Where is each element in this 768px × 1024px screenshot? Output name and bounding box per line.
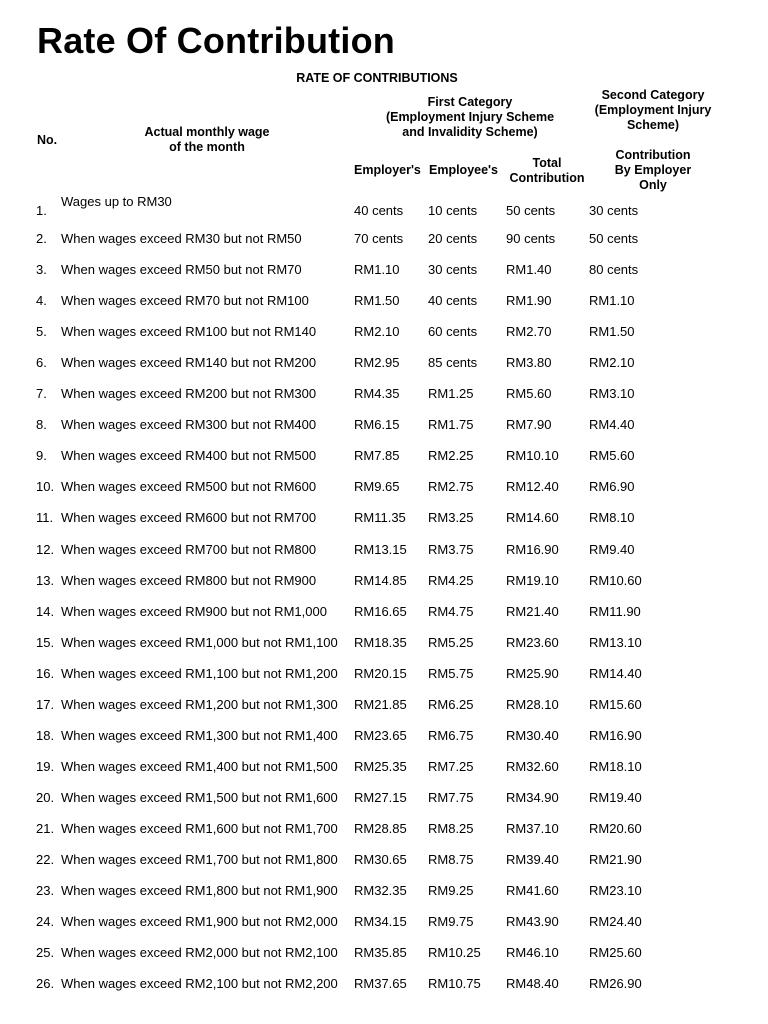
row-number: 2. xyxy=(36,231,47,247)
table-row xyxy=(0,689,768,720)
employee-contribution: RM2.25 xyxy=(428,448,474,464)
employer-contribution: RM6.15 xyxy=(354,417,400,433)
total-contribution: RM12.40 xyxy=(506,479,559,495)
table-row xyxy=(0,596,768,627)
employee-contribution: 20 cents xyxy=(428,231,478,247)
table-row xyxy=(0,627,768,658)
employer-contribution: RM32.35 xyxy=(354,883,407,899)
employee-contribution: RM10.75 xyxy=(428,976,481,992)
wage-range: When wages exceed RM900 but not RM1,000 xyxy=(61,603,327,619)
wage-range: When wages exceed RM2,000 but not RM2,100 xyxy=(61,945,338,961)
row-number: 20. xyxy=(36,789,55,805)
header-second-category xyxy=(586,88,720,133)
employee-contribution: RM2.75 xyxy=(428,479,474,495)
total-contribution: RM3.80 xyxy=(506,355,552,371)
wage-range: When wages exceed RM50 but not RM70 xyxy=(61,262,302,278)
table-row xyxy=(0,875,768,906)
wage-range: When wages exceed RM1,200 but not RM1,300 xyxy=(61,696,338,712)
wage-range: When wages exceed RM2,100 but not RM2,200 xyxy=(61,976,338,992)
second-category-contribution: RM1.50 xyxy=(589,324,635,340)
total-contribution: RM23.60 xyxy=(506,634,559,650)
employee-contribution: RM8.25 xyxy=(428,820,474,836)
second-category-contribution: RM8.10 xyxy=(589,510,635,526)
row-number: 8. xyxy=(36,417,47,433)
employee-contribution: RM6.75 xyxy=(428,727,474,743)
header-wage xyxy=(120,125,294,155)
second-category-contribution: RM13.10 xyxy=(589,634,642,650)
table-row xyxy=(0,378,768,409)
employee-contribution: RM7.75 xyxy=(428,789,474,805)
employee-contribution: RM3.75 xyxy=(428,541,474,557)
employer-contribution: RM1.50 xyxy=(354,293,400,309)
header-second-category-line3: Scheme) xyxy=(626,118,680,132)
employee-contribution: RM1.25 xyxy=(428,386,474,402)
second-category-contribution: RM23.10 xyxy=(589,883,642,899)
row-number: 17. xyxy=(36,696,55,712)
second-category-contribution: RM5.60 xyxy=(589,448,635,464)
second-category-contribution: RM16.90 xyxy=(589,727,642,743)
second-category-contribution: RM6.90 xyxy=(589,479,635,495)
total-contribution: RM43.90 xyxy=(506,914,559,930)
total-contribution: RM19.10 xyxy=(506,572,559,588)
second-category-contribution: RM26.90 xyxy=(589,976,642,992)
table-row xyxy=(0,254,768,285)
total-contribution: RM39.40 xyxy=(506,851,559,867)
row-number: 5. xyxy=(36,324,47,340)
second-category-contribution: RM18.10 xyxy=(589,758,642,774)
header-first-category-line3: and Invalidity Scheme) xyxy=(402,125,538,139)
total-contribution: RM32.60 xyxy=(506,758,559,774)
employee-contribution: RM4.75 xyxy=(428,603,474,619)
employer-contribution: RM2.95 xyxy=(354,355,400,371)
table-row xyxy=(0,813,768,844)
wage-range: Wages up to RM30 xyxy=(61,194,172,209)
table-row xyxy=(0,440,768,471)
header-contrib-line2: By Employer xyxy=(614,163,692,177)
employee-contribution: RM10.25 xyxy=(428,945,481,961)
employee-contribution: RM1.75 xyxy=(428,417,474,433)
total-contribution: RM14.60 xyxy=(506,510,559,526)
employee-contribution: RM8.75 xyxy=(428,851,474,867)
table-caption: RATE OF CONTRIBUTIONS xyxy=(296,71,458,85)
employee-contribution: RM3.25 xyxy=(428,510,474,526)
row-number: 15. xyxy=(36,634,55,650)
employer-contribution: RM37.65 xyxy=(354,976,407,992)
wage-range: When wages exceed RM1,800 but not RM1,900 xyxy=(61,883,338,899)
employer-contribution: RM2.10 xyxy=(354,324,400,340)
employer-contribution: 40 cents xyxy=(354,203,404,218)
employer-contribution: RM13.15 xyxy=(354,541,407,557)
employer-contribution: RM21.85 xyxy=(354,696,407,712)
wage-range: When wages exceed RM1,600 but not RM1,700 xyxy=(61,820,338,836)
total-contribution: RM37.10 xyxy=(506,820,559,836)
header-second-category-line1: Second Category xyxy=(601,88,705,102)
total-contribution: RM2.70 xyxy=(506,324,552,340)
total-contribution: RM30.40 xyxy=(506,727,559,743)
employer-contribution: RM35.85 xyxy=(354,945,407,961)
employee-contribution: RM5.75 xyxy=(428,665,474,681)
table-row xyxy=(0,347,768,378)
second-category-contribution: RM3.10 xyxy=(589,386,635,402)
wage-range: When wages exceed RM300 but not RM400 xyxy=(61,417,317,433)
wage-range: When wages exceed RM200 but not RM300 xyxy=(61,386,317,402)
employee-contribution: 10 cents xyxy=(428,203,478,218)
table-row xyxy=(0,906,768,937)
row-number: 4. xyxy=(36,293,47,309)
total-contribution: RM28.10 xyxy=(506,696,559,712)
row-number: 22. xyxy=(36,851,55,867)
header-contrib-line3: Only xyxy=(639,178,667,192)
second-category-contribution: RM10.60 xyxy=(589,572,642,588)
second-category-contribution: RM9.40 xyxy=(589,541,635,557)
employee-contribution: 30 cents xyxy=(428,262,478,278)
total-contribution: RM5.60 xyxy=(506,386,552,402)
total-contribution: RM21.40 xyxy=(506,603,559,619)
wage-range: When wages exceed RM1,100 but not RM1,200 xyxy=(61,665,338,681)
header-second-category-line2: (Employment Injury xyxy=(594,103,712,117)
page-title: Rate Of Contribution xyxy=(37,20,395,61)
employer-contribution: 70 cents xyxy=(354,231,404,247)
table-row xyxy=(0,968,768,999)
second-category-contribution: RM21.90 xyxy=(589,851,642,867)
row-number: 19. xyxy=(36,758,55,774)
header-wage-line2: of the month xyxy=(169,140,245,154)
header-total-line1: Total xyxy=(532,156,562,170)
table-row xyxy=(0,192,768,223)
employer-contribution: RM4.35 xyxy=(354,386,400,402)
second-category-contribution: RM2.10 xyxy=(589,355,635,371)
second-category-contribution: RM19.40 xyxy=(589,789,642,805)
row-number: 21. xyxy=(36,820,55,836)
row-number: 24. xyxy=(36,914,55,930)
wage-range: When wages exceed RM1,400 but not RM1,500 xyxy=(61,758,338,774)
wage-range: When wages exceed RM700 but not RM800 xyxy=(61,541,317,557)
employer-contribution: RM25.35 xyxy=(354,758,407,774)
total-contribution: RM41.60 xyxy=(506,883,559,899)
wage-range: When wages exceed RM1,500 but not RM1,600 xyxy=(61,789,338,805)
row-number: 6. xyxy=(36,355,47,371)
table-row xyxy=(0,658,768,689)
row-number: 16. xyxy=(36,665,55,681)
wage-range: When wages exceed RM1,000 but not RM1,100 xyxy=(61,634,338,650)
employer-contribution: RM30.65 xyxy=(354,851,407,867)
total-contribution: RM7.90 xyxy=(506,417,552,433)
table-row xyxy=(0,223,768,254)
wage-range: When wages exceed RM1,700 but not RM1,800 xyxy=(61,851,338,867)
total-contribution: RM46.10 xyxy=(506,945,559,961)
table-row xyxy=(0,937,768,968)
total-contribution: RM10.10 xyxy=(506,448,559,464)
employer-contribution: RM1.10 xyxy=(354,262,400,278)
second-category-contribution: RM24.40 xyxy=(589,914,642,930)
total-contribution: RM34.90 xyxy=(506,789,559,805)
row-number: 25. xyxy=(36,945,55,961)
employee-contribution: 60 cents xyxy=(428,324,478,340)
table-row xyxy=(0,782,768,813)
row-number: 13. xyxy=(36,572,55,588)
employer-contribution: RM16.65 xyxy=(354,603,407,619)
wage-range: When wages exceed RM600 but not RM700 xyxy=(61,510,317,526)
table-row xyxy=(0,285,768,316)
wage-range: When wages exceed RM500 but not RM600 xyxy=(61,479,317,495)
row-number: 12. xyxy=(36,541,55,557)
table-row xyxy=(0,471,768,502)
second-category-contribution: 50 cents xyxy=(589,231,639,247)
employer-contribution: RM14.85 xyxy=(354,572,407,588)
employee-contribution: 40 cents xyxy=(428,293,478,309)
second-category-contribution: RM11.90 xyxy=(589,603,641,619)
employee-contribution: RM4.25 xyxy=(428,572,474,588)
second-category-contribution: RM14.40 xyxy=(589,665,642,681)
employee-contribution: RM9.75 xyxy=(428,914,474,930)
row-number: 3. xyxy=(36,262,47,278)
table-row xyxy=(0,502,768,533)
employee-contribution: RM5.25 xyxy=(428,634,474,650)
wage-range: When wages exceed RM1,300 but not RM1,400 xyxy=(61,727,338,743)
second-category-contribution: RM20.60 xyxy=(589,820,642,836)
employer-contribution: RM34.15 xyxy=(354,914,407,930)
total-contribution: RM16.90 xyxy=(506,541,559,557)
contribution-table-body xyxy=(0,192,768,999)
employer-contribution: RM11.35 xyxy=(354,510,406,526)
header-wage-line1: Actual monthly wage xyxy=(144,125,270,139)
table-row xyxy=(0,751,768,782)
header-employers: Employer's xyxy=(354,163,421,177)
header-first-category xyxy=(368,95,572,140)
total-contribution: 90 cents xyxy=(506,231,556,247)
employee-contribution: RM6.25 xyxy=(428,696,474,712)
table-row xyxy=(0,534,768,565)
second-category-contribution: RM1.10 xyxy=(589,293,635,309)
second-category-contribution: 80 cents xyxy=(589,262,639,278)
wage-range: When wages exceed RM1,900 but not RM2,000 xyxy=(61,914,338,930)
employer-contribution: RM28.85 xyxy=(354,820,407,836)
total-contribution: RM48.40 xyxy=(506,976,559,992)
second-category-contribution: RM15.60 xyxy=(589,696,642,712)
header-first-category-line2: (Employment Injury Scheme xyxy=(385,110,555,124)
table-row xyxy=(0,565,768,596)
row-number: 23. xyxy=(36,883,55,899)
employer-contribution: RM18.35 xyxy=(354,634,407,650)
row-number: 1. xyxy=(36,203,47,218)
employer-contribution: RM9.65 xyxy=(354,479,400,495)
row-number: 7. xyxy=(36,386,47,402)
row-number: 9. xyxy=(36,448,47,464)
row-number: 11. xyxy=(36,510,54,526)
wage-range: When wages exceed RM100 but not RM140 xyxy=(61,324,317,340)
wage-range: When wages exceed RM800 but not RM900 xyxy=(61,572,317,588)
row-number: 10. xyxy=(36,479,55,495)
employee-contribution: RM7.25 xyxy=(428,758,474,774)
header-total-line2: Contribution xyxy=(509,171,585,185)
header-total xyxy=(500,156,594,186)
second-category-contribution: RM25.60 xyxy=(589,945,642,961)
employer-contribution: RM7.85 xyxy=(354,448,400,464)
wage-range: When wages exceed RM400 but not RM500 xyxy=(61,448,317,464)
table-row xyxy=(0,316,768,347)
table-row xyxy=(0,409,768,440)
employer-contribution: RM27.15 xyxy=(354,789,407,805)
table-row xyxy=(0,844,768,875)
total-contribution: RM1.40 xyxy=(506,262,552,278)
header-contribution-employer-only xyxy=(596,148,710,193)
employee-contribution: 85 cents xyxy=(428,355,478,371)
second-category-contribution: 30 cents xyxy=(589,203,639,218)
total-contribution: RM25.90 xyxy=(506,665,559,681)
wage-range: When wages exceed RM140 but not RM200 xyxy=(61,355,317,371)
header-no: No. xyxy=(37,133,58,147)
employee-contribution: RM9.25 xyxy=(428,883,474,899)
row-number: 18. xyxy=(36,727,55,743)
row-number: 26. xyxy=(36,976,55,992)
employer-contribution: RM23.65 xyxy=(354,727,407,743)
header-contrib-line1: Contribution xyxy=(615,148,691,162)
total-contribution: RM1.90 xyxy=(506,293,552,309)
second-category-contribution: RM4.40 xyxy=(589,417,635,433)
employer-contribution: RM20.15 xyxy=(354,665,407,681)
row-number: 14. xyxy=(36,603,55,619)
total-contribution: 50 cents xyxy=(506,203,556,218)
header-employees: Employee's xyxy=(429,163,498,177)
wage-range: When wages exceed RM70 but not RM100 xyxy=(61,293,309,309)
table-row xyxy=(0,720,768,751)
header-first-category-line1: First Category xyxy=(427,95,513,109)
wage-range: When wages exceed RM30 but not RM50 xyxy=(61,231,302,247)
